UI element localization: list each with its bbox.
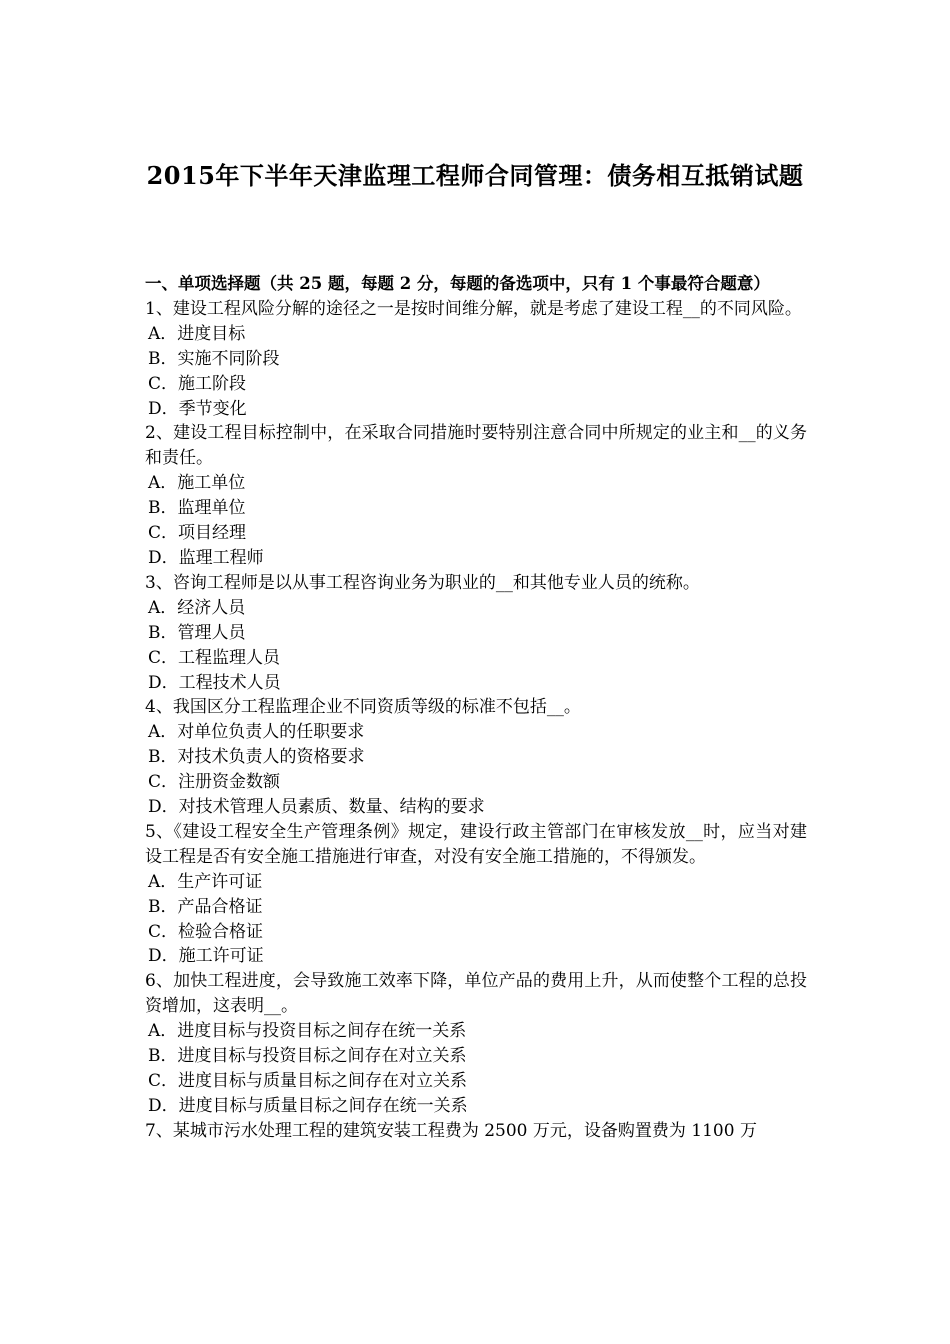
question-5 <box>145 820 807 969</box>
option-c: C．工程监理人员 <box>148 647 281 668</box>
option-c: C．施工阶段 <box>148 373 247 394</box>
option-b: B．对技术负责人的资格要求 <box>148 747 365 768</box>
option-a: A．进度目标与投资目标之间存在统一关系 <box>148 1021 467 1042</box>
question-text: 7、某城市污水处理工程的建筑安装工程费为 2500 万元，设备购置费为 1100 万 <box>145 1120 757 1141</box>
option-a: A．经济人员 <box>148 597 246 618</box>
option-a: A．生产许可证 <box>148 871 263 892</box>
option-d: D．季节变化 <box>148 398 247 419</box>
question-text: 1、建设工程风险分解的途径之一是按时间维分解，就是考虑了建设工程__的不同风险。 <box>145 298 802 319</box>
question-text: 3、咨询工程师是以从事工程咨询业务为职业的__和其他专业人员的统称。 <box>145 572 700 593</box>
question-text: 6、加快工程进度，会导致施工效率下降，单位产品的费用上升，从而使整个工程的总投资增加，这表明__。 <box>145 971 807 1017</box>
question-text: 5、《建设工程安全生产管理条例》规定，建设行政主管部门在审核发放__时，应当对建设工程是否有安全施工措施进行审查，对没有安全施工措施的，不得颁发。 <box>145 821 807 867</box>
question-3 <box>145 571 807 696</box>
option-b: B．进度目标与投资目标之间存在对立关系 <box>148 1046 467 1067</box>
question-4 <box>145 695 807 820</box>
option-d: D．进度目标与质量目标之间存在统一关系 <box>148 1095 468 1116</box>
question-text: 4、我国区分工程监理企业不同资质等级的标准不包括__。 <box>145 697 581 718</box>
question-1 <box>145 297 807 422</box>
document-title: 2015年下半年天津监理工程师合同管理：债务相互抵销试题 <box>146 161 804 190</box>
question-2 <box>145 421 807 570</box>
section-heading: 一、单项选择题（共 25 题，每题 2 分，每题的备选项中，只有 1 个事最符合题意） <box>145 274 770 293</box>
question-6 <box>145 969 807 1118</box>
option-b: B．管理人员 <box>148 622 246 643</box>
option-a: A．进度目标 <box>148 323 246 344</box>
option-d: D．对技术管理人员素质、数量、结构的要求 <box>148 797 485 818</box>
option-d: D．监理工程师 <box>148 547 264 568</box>
option-c: C．检验合格证 <box>148 921 264 942</box>
option-b: B．产品合格证 <box>148 896 263 917</box>
option-a: A．施工单位 <box>148 473 246 494</box>
option-c: C．进度目标与质量目标之间存在对立关系 <box>148 1071 468 1091</box>
option-b: B．实施不同阶段 <box>148 348 280 369</box>
question-text: 2、建设工程目标控制中，在采取合同措施时要特别注意合同中所规定的业主和__的义务和责任。 <box>145 423 807 469</box>
option-c: C．注册资金数额 <box>148 772 281 793</box>
option-a: A．对单位负责人的任职要求 <box>148 722 365 743</box>
option-d: D．工程技术人员 <box>148 672 281 693</box>
question-7 <box>145 1119 807 1144</box>
option-d: D．施工许可证 <box>148 946 264 967</box>
option-c: C．项目经理 <box>148 523 247 544</box>
option-b: B．监理单位 <box>148 498 246 519</box>
document-body <box>145 272 807 1144</box>
